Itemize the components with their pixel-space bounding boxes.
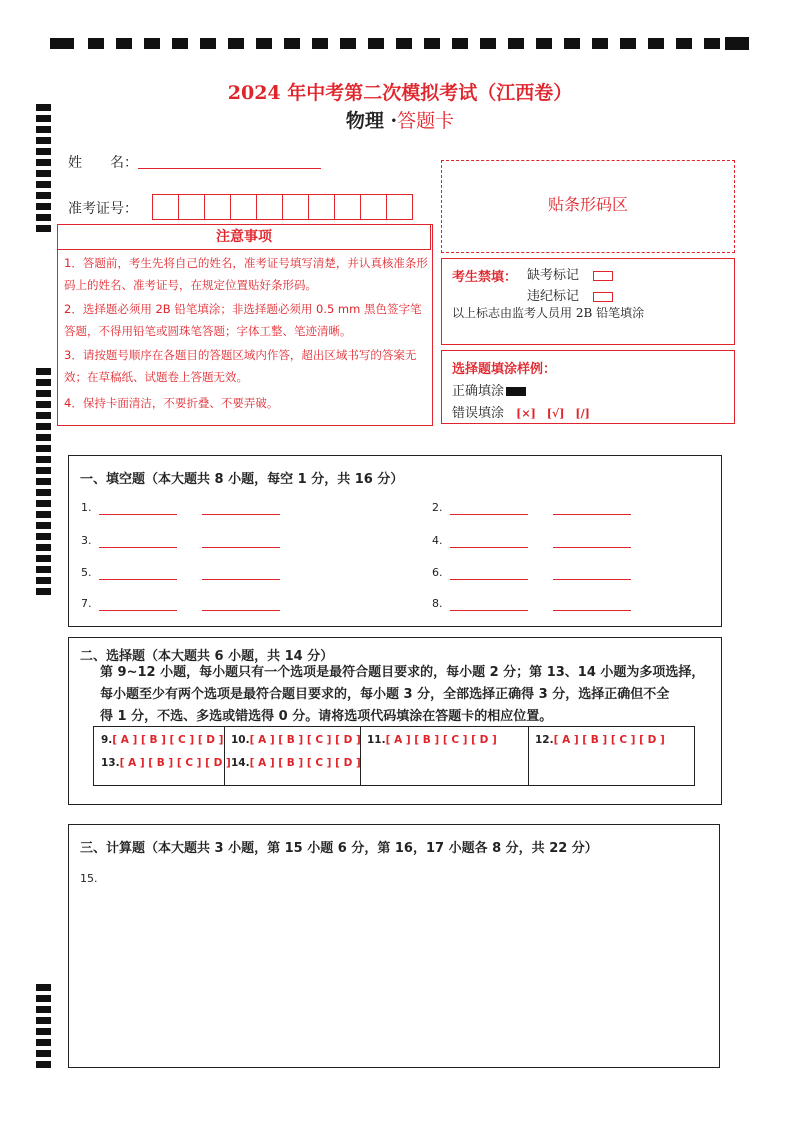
timing-mark <box>36 467 51 474</box>
blank-number-6: 6. <box>432 566 443 579</box>
timing-mark <box>36 445 51 452</box>
blank-8a[interactable] <box>450 596 528 611</box>
name-label: 姓 名： <box>68 155 138 171</box>
blank-3b[interactable] <box>202 533 280 548</box>
sample-title: 选择题填涂样例： <box>452 362 557 377</box>
blank-4a[interactable] <box>450 533 528 548</box>
timing-mark <box>36 995 51 1002</box>
timing-mark <box>36 423 51 430</box>
timing-mark <box>36 489 51 496</box>
timing-mark <box>36 401 51 408</box>
timing-mark <box>36 588 51 595</box>
notice-item-2: 2．选择题必须用 2B 铅笔填涂；非选择题必须用 0.5 mm 黑色签字笔答题，不得用铅笔或圆珠笔答题；字体工整、笔迹清晰。 <box>64 302 422 338</box>
wrong-fill-marks: [×] [√] [/] <box>516 407 590 420</box>
timing-mark <box>36 159 51 166</box>
timing-mark <box>36 511 51 518</box>
notice-title: 注意事项 <box>57 224 431 250</box>
section3-title: 三、计算题（本大题共 3 小题，第 15 小题 6 分，第 16，17 小题各 8 分，共 22 分） <box>80 841 598 856</box>
choice-q10[interactable] <box>231 734 361 746</box>
timing-mark <box>36 456 51 463</box>
wrong-fill-label: 错误填涂 <box>452 406 505 421</box>
id-number-boxes[interactable] <box>152 194 413 220</box>
timing-mark <box>36 390 51 397</box>
q14-number: 14. <box>231 757 250 769</box>
choice-q9[interactable] <box>101 734 223 746</box>
timing-mark <box>36 434 51 441</box>
wrong-fill <box>452 402 590 421</box>
blank-number-7: 7. <box>81 597 92 610</box>
correct-fill <box>452 380 526 399</box>
blank-number-8: 8. <box>432 597 443 610</box>
absent-label: 缺考标记 <box>527 268 580 283</box>
q15-number: 15. <box>80 872 98 885</box>
section2-desc-3: 得 1 分，不选、多选或错选得 0 分。请将选项代码填涂在答题卡的相应位置。 <box>100 709 553 724</box>
q10-options[interactable]: [ A ] [ B ] [ C ] [ D ] <box>249 734 361 746</box>
timing-mark <box>36 148 51 155</box>
q14-options[interactable]: [ A ] [ B ] [ C ] [ D ] <box>249 757 361 769</box>
q11-options[interactable]: [ A ] [ B ] [ C ] [ D ] <box>385 734 497 746</box>
timing-mark <box>36 1050 51 1057</box>
timing-mark <box>36 1028 51 1035</box>
blank-8b[interactable] <box>553 596 631 611</box>
blank-number-1: 1. <box>81 501 92 514</box>
section1-title: 一、填空题（本大题共 8 小题，每空 1 分，共 16 分） <box>80 472 404 487</box>
barcode-area: 贴条形码区 <box>441 160 735 253</box>
notice-item-3: 3．请按题号顺序在各题目的答题区域内作答，超出区域书写的答案无效；在草稿纸、试题卷上答题无效。 <box>64 348 417 384</box>
timing-mark <box>36 1006 51 1013</box>
timing-mark <box>36 192 51 199</box>
choice-q13[interactable] <box>101 757 231 769</box>
q10-number: 10. <box>231 734 250 746</box>
blank-6a[interactable] <box>450 565 528 580</box>
timing-mark <box>36 1039 51 1046</box>
card-label: 答题卡 <box>397 110 455 132</box>
filled-box-icon <box>506 387 526 396</box>
timing-mark <box>36 522 51 529</box>
timing-mark <box>36 137 51 144</box>
blank-number-4: 4. <box>432 534 443 547</box>
timing-mark <box>36 544 51 551</box>
blank-number-5: 5. <box>81 566 92 579</box>
choice-q12[interactable] <box>535 734 665 746</box>
q12-options[interactable]: [ A ] [ B ] [ C ] [ D ] <box>553 734 665 746</box>
timing-mark <box>36 478 51 485</box>
timing-mark <box>36 577 51 584</box>
timing-mark <box>36 170 51 177</box>
q11-number: 11. <box>367 734 386 746</box>
timing-mark <box>36 368 51 375</box>
timing-mark <box>36 203 51 210</box>
timing-mark <box>36 500 51 507</box>
timing-mark <box>36 181 51 188</box>
notice-item-1: 1．答题前，考生先将自己的姓名，准考证号填写清楚，并认真核准条形码上的姓名、准考证号，在规定位置贴好条形码。 <box>64 256 428 292</box>
blank-1a[interactable] <box>99 500 177 515</box>
blank-4b[interactable] <box>553 533 631 548</box>
timing-mark <box>36 533 51 540</box>
exam-title: 2024 年中考第二次模拟考试（江西卷） <box>227 82 573 104</box>
blank-7a[interactable] <box>99 596 177 611</box>
blank-1b[interactable] <box>202 500 280 515</box>
blank-number-3: 3. <box>81 534 92 547</box>
blank-7b[interactable] <box>202 596 280 611</box>
absent-mark <box>527 264 613 283</box>
section-calculation[interactable] <box>68 824 720 1068</box>
timing-mark <box>36 412 51 419</box>
timing-mark <box>36 1017 51 1024</box>
timing-marks-top <box>50 38 750 50</box>
blank-number-2: 2. <box>432 501 443 514</box>
timing-mark <box>36 984 51 991</box>
notice-item-4: 4．保持卡面清洁，不要折叠、不要弄破。 <box>64 396 279 410</box>
violation-mark <box>527 285 613 304</box>
choice-q11[interactable] <box>367 734 497 746</box>
timing-mark <box>36 566 51 573</box>
timing-mark <box>36 379 51 386</box>
q12-number: 12. <box>535 734 554 746</box>
blank-2b[interactable] <box>553 500 631 515</box>
violation-checkbox[interactable] <box>593 292 613 302</box>
name-field[interactable] <box>138 152 321 169</box>
q13-number: 13. <box>101 757 120 769</box>
q9-options[interactable]: [ A ] [ B ] [ C ] [ D ] <box>112 734 224 746</box>
q9-number: 9. <box>101 734 113 746</box>
absent-checkbox[interactable] <box>593 271 613 281</box>
timing-mark <box>36 214 51 221</box>
timing-mark <box>36 1061 51 1068</box>
section2-desc-2: 每小题至少有两个选项是最符合题目要求的，每小题 3 分，全部选择正确得 3 分，选择正确但不全 <box>100 687 670 702</box>
forbid-note: 以上标志由监考人员用 2B 铅笔填涂 <box>452 306 645 320</box>
blank-2a[interactable] <box>450 500 528 515</box>
timing-mark <box>36 225 51 232</box>
blank-6b[interactable] <box>553 565 631 580</box>
blank-3a[interactable] <box>99 533 177 548</box>
choice-q14[interactable] <box>231 757 361 769</box>
blank-5a[interactable] <box>99 565 177 580</box>
timing-mark <box>36 555 51 562</box>
section2-title: 二、选择题（本大题共 6 小题，共 14 分） <box>80 649 334 664</box>
section2-desc-1: 第 9~12 小题，每小题只有一个选项是最符合题目要求的，每小题 2 分；第 13、14 小题为多项选择， <box>100 665 705 680</box>
q13-options[interactable]: [ A ] [ B ] [ C ] [ D ] <box>119 757 231 769</box>
card-title <box>0 106 800 133</box>
blank-5b[interactable] <box>202 565 280 580</box>
forbid-title: 考生禁填： <box>452 270 518 285</box>
id-label: 准考证号： <box>68 201 138 217</box>
violation-label: 违纪标记 <box>527 289 580 304</box>
correct-fill-label: 正确填涂 <box>452 384 505 399</box>
subject-label: 物理 · <box>345 110 398 132</box>
